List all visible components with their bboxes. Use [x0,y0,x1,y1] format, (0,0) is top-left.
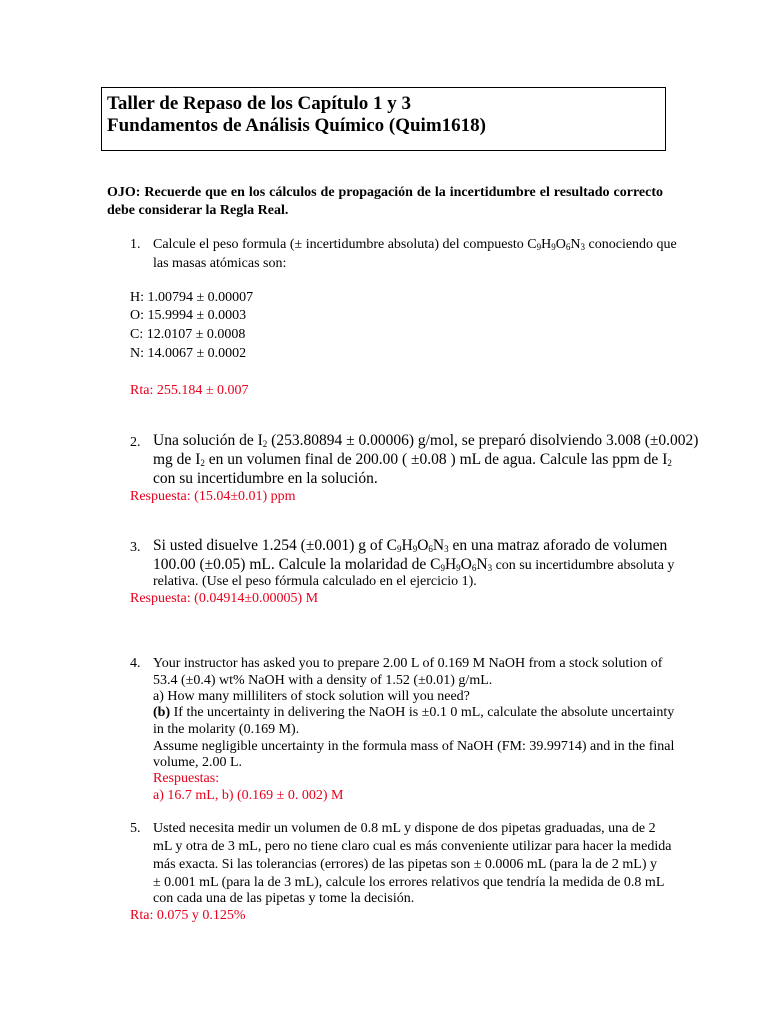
q4-number: 4. [130,656,141,671]
q2-line1: Una solución de $I_2$ (253.80894 ± 0.00006) g/mol, se preparó disolviendo 3.008 (±0.002) [153,432,699,449]
q5-line5: con cada una de las pipetas y tome la decisión. [153,891,415,906]
q5-line3: más exacta. Si las tolerancias (errores) de las pipetas son ± 0.0006 mL (para la de 2 mL) y [153,857,657,872]
q3-line1: Si usted disuelve 1.254 (±0.001) g of $C_9H_9O_6N_3$ en una matraz aforado de volumen [153,537,668,554]
q4-answer-label: Respuestas: [153,771,220,786]
atomic-mass-c: C: 12.0107 ± 0.0008 [130,327,246,342]
q4-line3: a) How many milliliters of stock solution will you need? [153,689,470,704]
q3-answer: Respuesta: (0.04914±0.00005) M [130,591,319,606]
q4-answer: a) 16.7 mL, b) (0.169 ± 0. 002) M [153,788,344,803]
q2-number: 2. [130,435,141,450]
q4-line1: Your instructor has asked you to prepare 2.00 L of 0.169 M NaOH from a stock solution of [153,656,663,671]
atomic-mass-n: N: 14.0067 ± 0.0002 [130,346,247,361]
note-ojo: OJO: Recuerde que en los cálculos de propagación de la incertidumbre el resultado correcto debe considerar la Regla Real. [107,185,663,218]
q1-line1: Calcule el peso formula (± incertidumbre absoluta) del compuesto $C_9H_9O_6N_3$ conociendo que [153,237,677,252]
q1-answer: Rta: 255.184 ± 0.007 [130,383,249,398]
formula-c9h9o6n3: $C_9H_9O_6N_3$ [527,237,586,252]
q5-number: 5. [130,821,141,836]
q4-line7: volume, 2.00 L. [153,755,243,770]
q4-line2: 53.4 (±0.4) wt% NaOH with a density of 1.52 (±0.01) g/mL. [153,673,493,688]
q3-line3: relativa. (Use el peso fórmula calculado en el ejercicio 1). [153,574,477,589]
q3-number: 3. [130,540,141,555]
q2-line2: mg de $I_2$ en un volumen final de 200.00 ( ±0.08 ) mL de agua. Calcule las ppm de $I_2$ [153,451,672,468]
q3-line2: 100.00 (±0.05) mL. Calcule la molaridad de $C_9H_9O_6N_3$ con su incertidumbre absoluta y [153,556,675,573]
q5-line1: Usted necesita medir un volumen de 0.8 mL y dispone de dos pipetas graduadas, una de 2 [153,821,656,836]
q5-line4: ± 0.001 mL (para la de 3 mL), calcule los errores relativos que tendría la medida de 0.8 mL [153,875,665,890]
q4-line6: Assume negligible uncertainty in the formula mass of NaOH (FM: 39.99714) and in the final [153,739,675,754]
q1-number: 1. [130,237,141,252]
q4-line5: in the molarity (0.169 M). [153,722,300,737]
page-title: Taller de Repaso de los Capítulo 1 y 3 [107,93,412,114]
q5-line2: mL y otra de 3 mL, pero no tiene claro cual es más conveniente utilizar para hacer la medida [153,839,672,854]
atomic-mass-h: H: 1.00794 ± 0.00007 [130,290,254,305]
q4-line4: (b) If the uncertainty in delivering the NaOH is ±0.1 0 mL, calculate the absolute uncertainty [153,705,675,720]
q2-line3: con su incertidumbre en la solución. [153,470,378,487]
q2-answer: Respuesta: (15.04±0.01) ppm [130,489,296,504]
course-title: Fundamentos de Análisis Químico (Quim1618) [107,115,486,136]
q5-answer: Rta: 0.075 y 0.125% [130,908,246,923]
formula-c9h9o6n3: $C_9H_9O_6N_3$ [430,556,493,573]
formula-c9h9o6n3: $C_9H_9O_6N_3$ [386,537,449,554]
title-box [101,87,666,151]
q1-line2: las masas atómicas son: [153,256,287,271]
atomic-mass-o: O: 15.9994 ± 0.0003 [130,308,247,323]
